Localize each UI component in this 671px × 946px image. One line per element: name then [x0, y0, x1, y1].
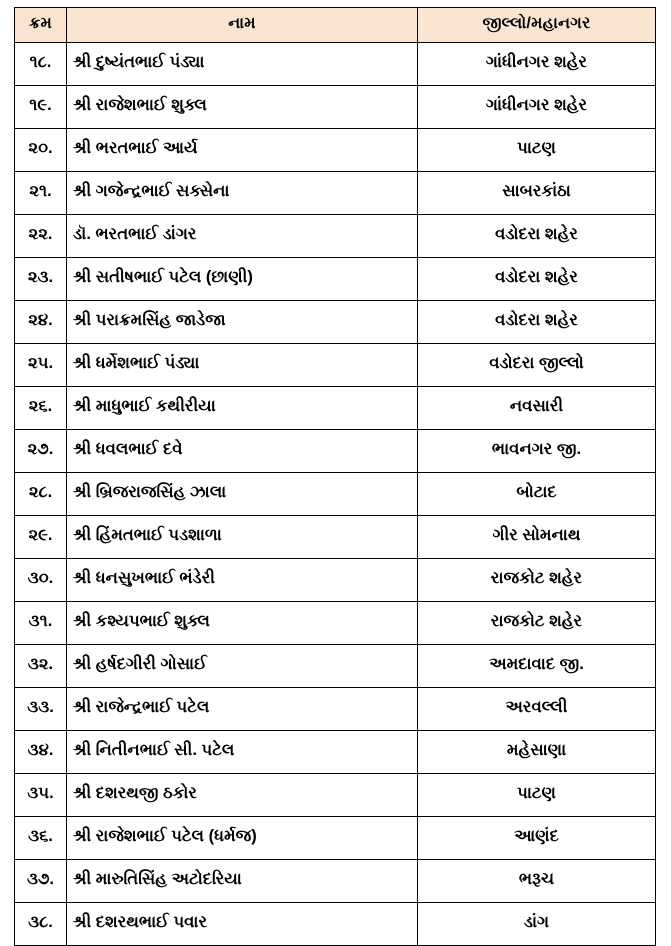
cell-serial: ૨૯. — [15, 516, 67, 559]
cell-name: શ્રી ભરતભાઈ આર્ય — [67, 129, 418, 172]
cell-district: રાજકોટ શહેર — [418, 602, 656, 645]
cell-name: શ્રી ધનસુખભાઈ ભંડેરી — [67, 559, 418, 602]
table-row — [15, 817, 656, 860]
cell-name: શ્રી દશરથજી ઠકોર — [67, 774, 418, 817]
table-row — [15, 903, 656, 946]
cell-district: ભાવનગર જી. — [418, 430, 656, 473]
cell-district: નવસારી — [418, 387, 656, 430]
cell-name: શ્રી નિતીનભાઈ સી. પટેલ — [67, 731, 418, 774]
cell-district: અમદાવાદ જી. — [418, 645, 656, 688]
cell-name: શ્રી દુષ્યંતભાઈ પંડ્યા — [67, 43, 418, 86]
name-district-table — [14, 7, 656, 946]
cell-district: ગાંધીનગર શહેર — [418, 43, 656, 86]
cell-district: ભરૂચ — [418, 860, 656, 903]
cell-serial: ૨૮. — [15, 473, 67, 516]
cell-district: રાજકોટ શહેર — [418, 559, 656, 602]
table-row — [15, 215, 656, 258]
cell-name: શ્રી હિંમતભાઈ પડશાળા — [67, 516, 418, 559]
cell-district: બોટાદ — [418, 473, 656, 516]
cell-serial: ૧૮. — [15, 43, 67, 86]
table-row — [15, 129, 656, 172]
table-row — [15, 645, 656, 688]
cell-name: શ્રી બ્રિજરાજસિંહ ઝાલા — [67, 473, 418, 516]
table-row — [15, 86, 656, 129]
cell-district: ડાંગ — [418, 903, 656, 946]
column-header-district: જીલ્લો/મહાનગર — [418, 8, 656, 43]
table-row — [15, 473, 656, 516]
table-row — [15, 387, 656, 430]
cell-name: શ્રી રાજેન્દ્રભાઈ પટેલ — [67, 688, 418, 731]
table-header — [15, 8, 656, 43]
cell-serial: ૩૬. — [15, 817, 67, 860]
cell-serial: ૩૪. — [15, 731, 67, 774]
column-header-name: નામ — [67, 8, 418, 43]
cell-serial: ૨૬. — [15, 387, 67, 430]
cell-district: મહેસાણા — [418, 731, 656, 774]
table-row — [15, 344, 656, 387]
table-row — [15, 559, 656, 602]
column-header-serial: ક્રમ — [15, 8, 67, 43]
cell-district: વડોદરા શહેર — [418, 258, 656, 301]
table-row — [15, 774, 656, 817]
cell-serial: ૩૩. — [15, 688, 67, 731]
cell-serial: ૨૭. — [15, 430, 67, 473]
cell-serial: ૩૨. — [15, 645, 67, 688]
cell-district: પાટણ — [418, 774, 656, 817]
cell-district: ગાંધીનગર શહેર — [418, 86, 656, 129]
table-row — [15, 516, 656, 559]
cell-serial: ૨૧. — [15, 172, 67, 215]
cell-serial: ૩૮. — [15, 903, 67, 946]
cell-serial: ૨૨. — [15, 215, 67, 258]
table-header-row — [15, 8, 656, 43]
table-row — [15, 301, 656, 344]
cell-name: શ્રી મારુતિસિંહ અટોદરિયા — [67, 860, 418, 903]
cell-name: શ્રી સતીષભાઈ પટેલ (છાણી) — [67, 258, 418, 301]
cell-serial: ૨૫. — [15, 344, 67, 387]
cell-serial: ૧૯. — [15, 86, 67, 129]
table-row — [15, 602, 656, 645]
table-row — [15, 688, 656, 731]
cell-name: શ્રી દશરથભાઈ પવાર — [67, 903, 418, 946]
cell-serial: ૨૩. — [15, 258, 67, 301]
cell-name: શ્રી હર્ષદગીરી ગોસાઈ — [67, 645, 418, 688]
cell-name: શ્રી કશ્યપભાઈ શુક્લ — [67, 602, 418, 645]
cell-name: શ્રી ધર્મેશભાઈ પંડ્યા — [67, 344, 418, 387]
cell-district: આણંદ — [418, 817, 656, 860]
cell-name: શ્રી ધવલભાઈ દવે — [67, 430, 418, 473]
cell-name: શ્રી માધુભાઈ કથીરીયા — [67, 387, 418, 430]
cell-name: શ્રી પરાક્રમસિંહ જાડેજા — [67, 301, 418, 344]
table-row — [15, 43, 656, 86]
cell-name: શ્રી રાજેશભાઈ શુક્લ — [67, 86, 418, 129]
table-row — [15, 172, 656, 215]
table-body — [15, 43, 656, 946]
cell-district: વડોદરા શહેર — [418, 215, 656, 258]
cell-district: ગીર સોમનાથ — [418, 516, 656, 559]
cell-serial: ૩૦. — [15, 559, 67, 602]
table-container — [14, 7, 655, 946]
cell-serial: ૨૦. — [15, 129, 67, 172]
cell-district: પાટણ — [418, 129, 656, 172]
cell-district: વડોદરા જીલ્લો — [418, 344, 656, 387]
table-row — [15, 860, 656, 903]
cell-name: ડૉ. ભરતભાઈ ડાંગર — [67, 215, 418, 258]
table-row — [15, 258, 656, 301]
table-row — [15, 430, 656, 473]
cell-serial: ૩૧. — [15, 602, 67, 645]
cell-district: અરવલ્લી — [418, 688, 656, 731]
cell-serial: ૨૪. — [15, 301, 67, 344]
table-row — [15, 731, 656, 774]
cell-name: શ્રી ગજેન્દ્રભાઈ સક્સેના — [67, 172, 418, 215]
cell-serial: ૩૫. — [15, 774, 67, 817]
cell-district: વડોદરા શહેર — [418, 301, 656, 344]
cell-serial: ૩૭. — [15, 860, 67, 903]
cell-name: શ્રી રાજેશભાઈ પટેલ (ધર્મજ) — [67, 817, 418, 860]
cell-district: સાબરકાંઠા — [418, 172, 656, 215]
